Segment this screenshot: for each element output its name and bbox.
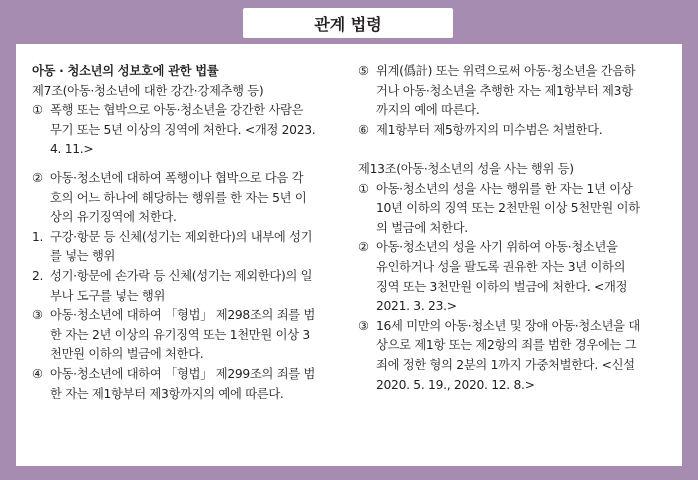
text-line: 아동·청소년의 성을 사는 행위를 한 자는 1년 이상 xyxy=(376,181,633,196)
text-line: 징역 또는 3천만원 이하의 벌금에 처한다. <개정 xyxy=(376,279,628,294)
text-line: 호의 어느 하나에 해당하는 행위를 한 자는 5년 이 xyxy=(50,190,307,205)
article-7-paragraph-2 xyxy=(32,169,358,228)
text-line: 아동·청소년의 성을 사기 위하여 아동·청소년을 xyxy=(376,240,618,255)
right-column xyxy=(358,62,678,395)
text-line: 무기 또는 5년 이상의 징역에 처한다. <개정 2023. xyxy=(50,122,316,137)
text-line: 아동·청소년에 대하여 「형법」 제299조의 죄를 범 xyxy=(50,366,316,381)
text-line: 16세 미만의 아동·청소년 및 장애 아동·청소년을 대 xyxy=(376,318,640,333)
section-title xyxy=(243,8,453,38)
text-line: 상으로 제1항 또는 제2항의 죄를 범한 경우에는 그 xyxy=(376,338,637,353)
paragraph-number: ② xyxy=(32,170,43,185)
text-line: 상의 유기징역에 처한다. xyxy=(50,210,177,225)
article-13-paragraph-1 xyxy=(358,180,678,239)
article-7-paragraph-3 xyxy=(32,306,358,365)
paragraph-number: ④ xyxy=(32,366,43,381)
article-13-paragraph-2 xyxy=(358,238,678,316)
text-line: 아동·청소년에 대하여 폭행이나 협박으로 다음 각 xyxy=(50,170,304,185)
article-13-paragraph-3 xyxy=(358,317,678,395)
text-line: 한 자는 2년 이상의 유기징역 또는 1천만원 이상 3 xyxy=(50,327,310,342)
paragraph-number: ② xyxy=(358,240,369,255)
text-line: 성기·항문에 손가락 등 신체(성기는 제외한다)의 일 xyxy=(50,268,313,283)
paragraph-number: ① xyxy=(32,103,43,118)
text-line: 의 벌금에 처한다. xyxy=(376,220,468,235)
paragraph-number: ③ xyxy=(32,308,43,323)
item-number: 1. xyxy=(32,229,44,244)
paragraph-number: ③ xyxy=(358,318,369,333)
article-7-paragraph-1 xyxy=(32,101,358,160)
text-line: 죄에 정한 형의 2분의 1까지 가중처벌한다. <신설 xyxy=(376,357,635,372)
text-line: 구강·항문 등 신체(성기는 제외한다)의 내부에 성기 xyxy=(50,229,313,244)
article-7-paragraph-4 xyxy=(32,365,358,404)
paragraph-number: ⑤ xyxy=(358,64,369,78)
text-line: 4. 11.> xyxy=(50,142,94,157)
article-13-title: 제13조(아동·청소년의 성을 사는 행위 등) xyxy=(358,161,574,176)
paragraph-number: ① xyxy=(358,181,369,196)
text-line: 위계(僞計) 또는 위력으로써 아동·청소년을 간음하 xyxy=(376,64,636,78)
text-line: 폭행 또는 협박으로 아동·청소년을 강간한 사람은 xyxy=(50,103,304,118)
text-line: 천만원 이하의 벌금에 처한다. xyxy=(50,347,204,362)
text-line: 아동·청소년에 대하여 「형법」 제298조의 죄를 범 xyxy=(50,308,316,323)
text-line: 까지의 예에 따른다. xyxy=(376,103,480,118)
article-7-item-1 xyxy=(32,228,358,267)
left-column xyxy=(32,62,358,404)
article-7-item-2 xyxy=(32,267,358,306)
text-line: 부나 도구를 넣는 행위 xyxy=(50,288,166,303)
law-title: 아동 · 청소년의 성보호에 관한 법률 xyxy=(32,64,219,78)
paragraph-number: ⑥ xyxy=(358,122,369,137)
item-number: 2. xyxy=(32,268,44,283)
text-line: 2021. 3. 23.> xyxy=(376,299,457,314)
article-7-title: 제7조(아동·청소년에 대한 강간·강제추행 등) xyxy=(32,83,264,98)
section-title-text: 관계 법령 xyxy=(314,14,382,34)
law-text-panel xyxy=(16,44,682,466)
text-line: 를 넣는 행위 xyxy=(50,249,116,264)
text-line: 한 자는 제1항부터 제3항까지의 예에 따른다. xyxy=(50,386,284,401)
text-line: 거나 아동·청소년을 추행한 자는 제1항부터 제3항 xyxy=(376,83,633,98)
text-line: 2020. 5. 19., 2020. 12. 8.> xyxy=(376,377,535,392)
article-7-paragraph-5 xyxy=(358,62,678,121)
text-line: 10년 이하의 징역 또는 2천만원 이상 5천만원 이하 xyxy=(376,201,640,216)
text-line: 유인하거나 성을 팔도록 권유한 자는 3년 이하의 xyxy=(376,259,626,274)
text-line: 제1항부터 제5항까지의 미수범은 처벌한다. xyxy=(376,122,603,137)
article-7-paragraph-6 xyxy=(358,121,678,141)
